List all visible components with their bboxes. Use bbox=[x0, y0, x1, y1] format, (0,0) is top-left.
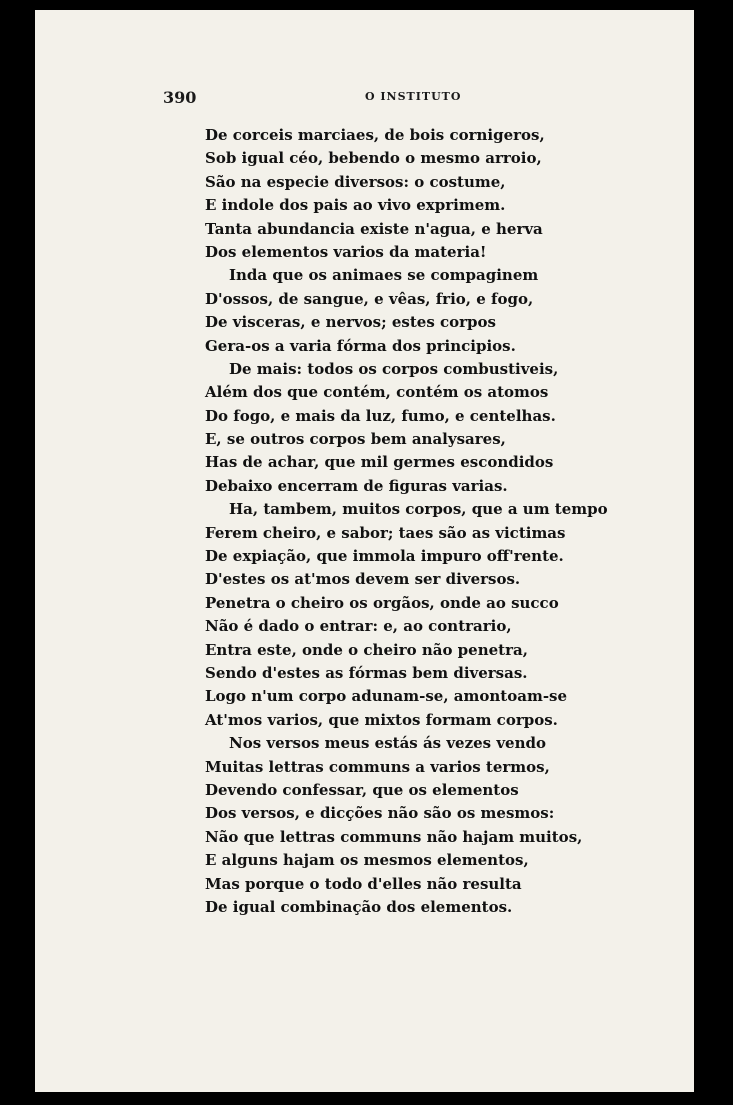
verse-line: De expiação, que immola impuro off'rente. bbox=[205, 547, 564, 566]
verse-line: Sob igual céo, bebendo o mesmo arroio, bbox=[205, 149, 542, 168]
verse-line: De corceis marciaes, de bois cornigeros, bbox=[205, 126, 545, 144]
verse-line: Dos elementos varios da materia! bbox=[205, 242, 487, 261]
verse-line: Inda que os animaes se compaginem bbox=[229, 266, 539, 285]
poem-body bbox=[205, 124, 608, 919]
verse-line: D'estes os at'mos devem ser diversos. bbox=[205, 570, 521, 589]
verse-line: São na especie diversos: o costume, bbox=[205, 172, 506, 191]
verse-line: De igual combinação dos elementos. bbox=[205, 897, 513, 916]
verse-line: Além dos que contém, contém os atomos bbox=[205, 383, 549, 402]
verse-line: Muitas lettras communs a varios termos, bbox=[205, 757, 550, 776]
verse-line: Sendo d'estes as fórmas bem diversas. bbox=[205, 663, 528, 682]
verse-line: Debaixo encerram de figuras varias. bbox=[205, 476, 508, 495]
page-number: 390 bbox=[163, 88, 197, 107]
verse-line: Entra este, onde o cheiro não penetra, bbox=[205, 640, 528, 659]
verse-line: Do fogo, e mais da luz, fumo, e centelhas. bbox=[205, 406, 556, 425]
verse-line: De visceras, e nervos; estes corpos bbox=[205, 313, 496, 332]
page-header bbox=[35, 76, 694, 106]
page-edge-shadow bbox=[703, 0, 733, 1105]
verse-line: Não que lettras communs não hajam muitos, bbox=[205, 827, 583, 846]
verse-line: Logo n'um corpo adunam-se, amontoam-se bbox=[205, 687, 568, 706]
book-page bbox=[35, 10, 694, 1092]
verse-line: Gera-os a varia fórma dos principios. bbox=[205, 336, 516, 355]
verse-line: E, se outros corpos bem analysares, bbox=[205, 430, 506, 449]
verse-line: Ferem cheiro, e sabor; taes são as victimas bbox=[205, 523, 566, 542]
verse-line: Tanta abundancia existe n'agua, e herva bbox=[205, 219, 543, 238]
verse-line: Nos versos meus estás ás vezes vendo bbox=[229, 734, 546, 753]
verse-line: Ha, tambem, muitos corpos, que a um tempo bbox=[229, 500, 608, 519]
verse-line: E indole dos pais ao vivo exprimem. bbox=[205, 196, 506, 215]
verse-line: De mais: todos os corpos combustiveis, bbox=[229, 359, 559, 378]
verse-line: Não é dado o entrar: e, ao contrario, bbox=[205, 617, 512, 636]
verse-line: Devendo confessar, que os elementos bbox=[205, 780, 519, 799]
running-title: O INSTITUTO bbox=[365, 90, 462, 103]
verse-line: Dos versos, e dicções não são os mesmos: bbox=[205, 804, 555, 823]
verse-line: E alguns hajam os mesmos elementos, bbox=[205, 851, 529, 870]
verse-line: Has de achar, que mil germes escondidos bbox=[205, 453, 554, 472]
verse-line: Penetra o cheiro os orgãos, onde ao succo bbox=[205, 593, 559, 612]
verse-line: Mas porque o todo d'elles não resulta bbox=[205, 874, 522, 893]
verse-line: D'ossos, de sangue, e vêas, frio, e fogo, bbox=[205, 289, 534, 308]
verse-line: At'mos varios, que mixtos formam corpos. bbox=[205, 710, 558, 729]
